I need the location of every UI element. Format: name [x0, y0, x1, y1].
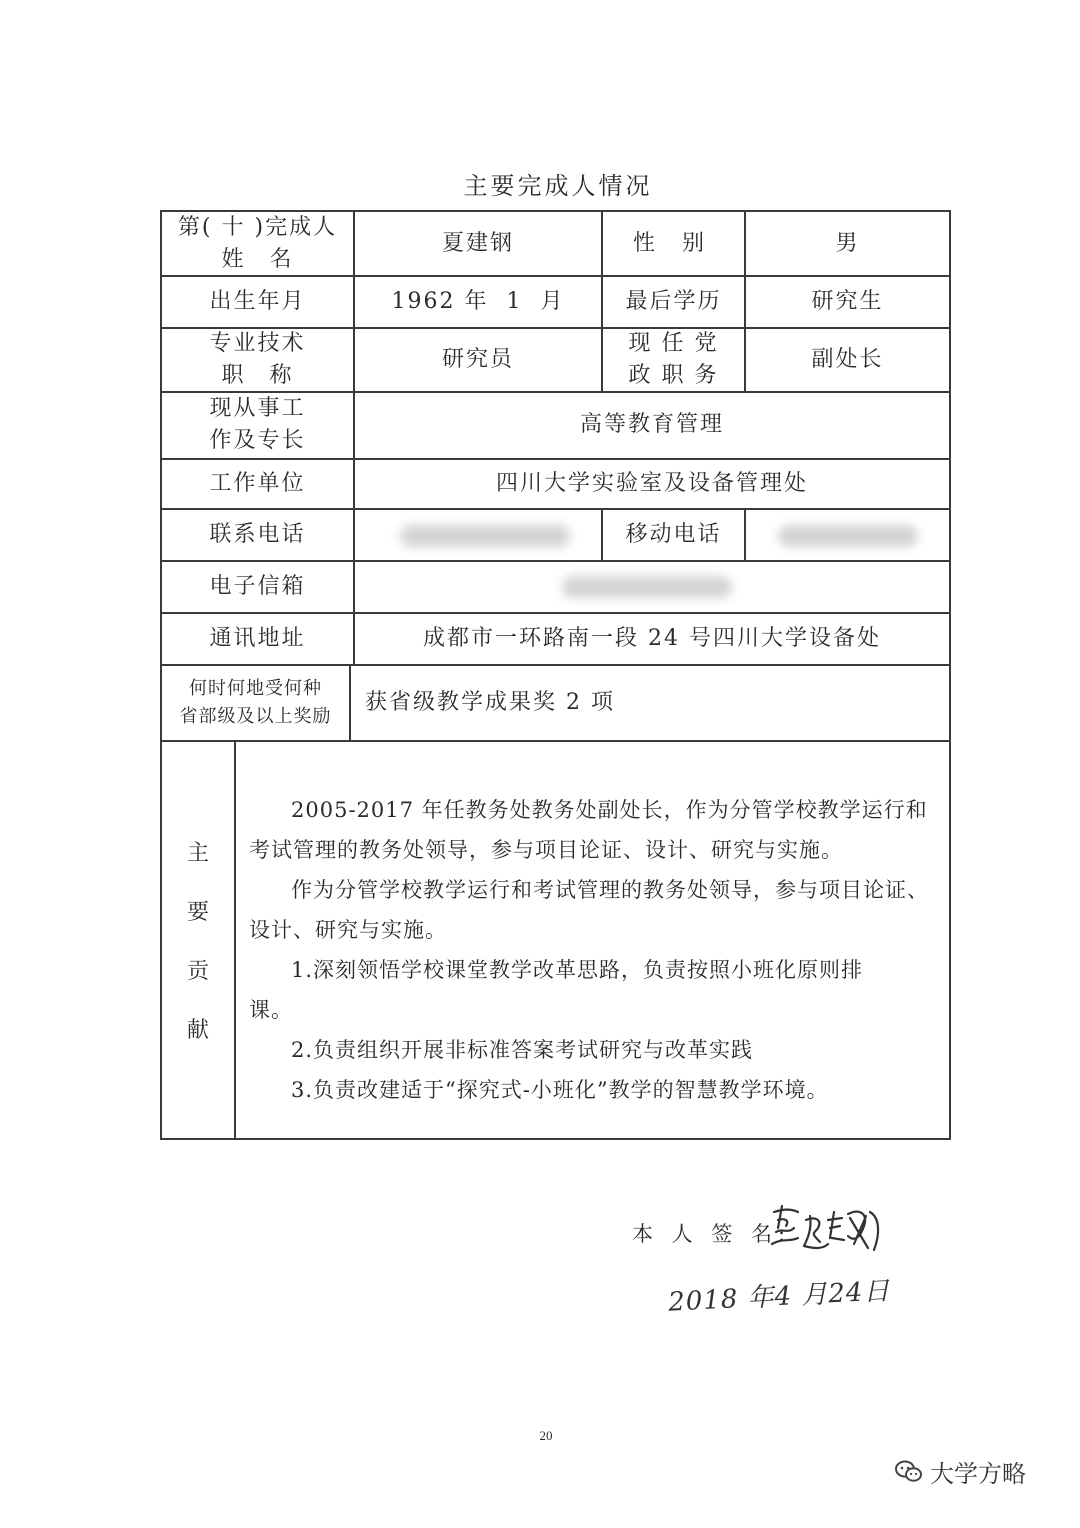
value-name: 夏建钢: [441, 230, 514, 256]
contribution-paragraph: 2005-2017 年任教务处教务处副处长，作为分管学校教学运行和考试管理的教务处领导，参与项目论证、设计、研究与实施。: [249, 798, 928, 862]
label-unit: 工作单位: [209, 470, 306, 496]
page-number: 20: [539, 1428, 553, 1443]
personnel-form: [160, 210, 951, 1318]
label-contribution-char: 献: [186, 1018, 209, 1043]
label-address: 通讯地址: [209, 625, 306, 651]
value-position: 副处长: [811, 346, 884, 372]
signature-label: 本 人 签 名:: [632, 1222, 792, 1246]
label-gender: 性 别: [633, 230, 714, 256]
value-education: 研究生: [811, 288, 884, 314]
label-contribution: [160, 740, 236, 1140]
value-gender: 男: [835, 230, 860, 256]
value-address: 成都市一环路南一段 24 号四川大学设备处: [423, 625, 881, 651]
handwritten-signature: [768, 1198, 888, 1258]
label-awards: 何时何地受何种 省部级及以上奖励: [179, 677, 332, 727]
watermark: [894, 1454, 1026, 1489]
value-title: 研究员: [441, 346, 514, 372]
label-phone: 联系电话: [209, 521, 306, 547]
page-title: 主要完成人情况: [463, 172, 653, 200]
wechat-icon: [894, 1459, 924, 1485]
label-email: 电子信箱: [209, 573, 306, 599]
contribution-paragraph: 课。: [249, 998, 293, 1022]
value-awards: 获省级教学成果奖 2 项: [365, 689, 615, 715]
label-position: 现 任 党 政 职 务: [628, 330, 719, 388]
redacted-mobile: [778, 525, 918, 547]
contribution-paragraph: 1.深刻领悟学校课堂教学改革思路，负责按照小班化原则排: [291, 958, 864, 982]
value-work: 高等教育管理: [579, 412, 724, 437]
contribution-paragraph: 作为分管学校教学运行和考试管理的教务处领导，参与项目论证、设计、研究与实施。: [249, 878, 929, 942]
label-contribution-char: 贡: [186, 959, 209, 984]
value-unit: 四川大学实验室及设备管理处: [495, 470, 808, 496]
contribution-paragraph: 2.负责组织开展非标准答案考试研究与改革实践: [291, 1038, 754, 1062]
contribution-paragraph: 3.负责改建适于“探究式-小班化”教学的智慧教学环境。: [291, 1078, 829, 1102]
handwritten-date: 2018 年4 月24日: [667, 1276, 892, 1318]
label-work: 现从事工 作及专长: [209, 396, 306, 453]
label-mobile: 移动电话: [625, 521, 722, 547]
label-contribution-char: 主: [186, 841, 209, 866]
label-contribution-char: 要: [186, 900, 209, 925]
redacted-email: [562, 576, 732, 598]
label-name: 第( 十 )完成人 姓 名: [177, 214, 338, 272]
label-title: 专业技术 职 称: [209, 330, 306, 388]
label-education: 最后学历: [625, 288, 722, 314]
value-birth: 1962 年 1 月: [391, 288, 565, 314]
redacted-phone: [400, 525, 570, 547]
contribution-text: [249, 790, 939, 1110]
label-birth: 出生年月: [209, 288, 306, 314]
watermark-text: 大学方略: [930, 1460, 1026, 1488]
